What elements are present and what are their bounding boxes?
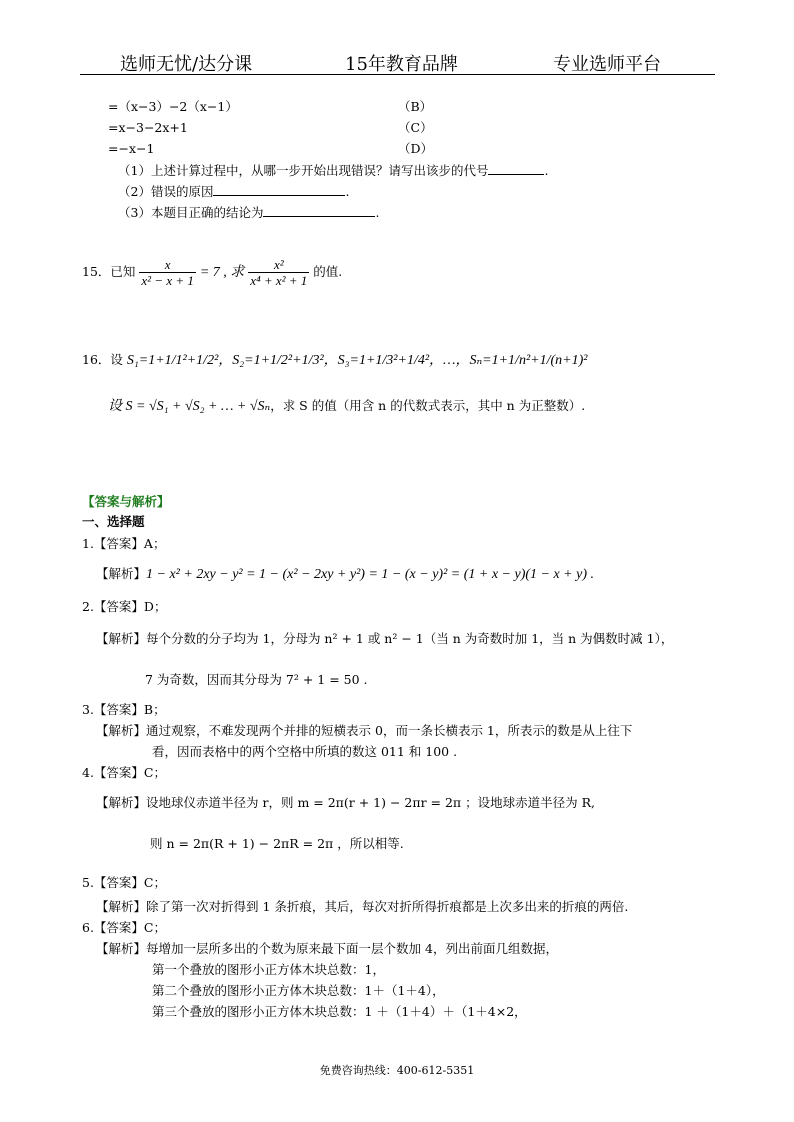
- analysis-2: 【解析】每个分数的分子均为 1，分母为 n² + 1 或 n² − 1（当 n 为奇数时加 1，当 n 为偶数时减 1），: [96, 631, 674, 646]
- header-rule: [80, 74, 715, 75]
- question-15: 15．已知 $\frac{x}{\text{x² − x + 1}}$ = 7 , 求 $\frac{\text{x²}}{\text{x⁴ + x² + 1}}$ 的值.: [82, 257, 343, 288]
- step-d-expr: =−x−1: [108, 141, 155, 156]
- analysis-6-line3: 第三个叠放的图形小正方体木块总数：1 ＋（1＋4）＋（1＋4×2，: [152, 1004, 527, 1019]
- step-c-tag: （C）: [398, 120, 433, 135]
- analysis-3-cont: 看，因而表格中的两个空格中所填的数这 011 和 100 .: [152, 744, 458, 759]
- q14-part2: （2）错误的原因 .: [118, 184, 350, 199]
- answer-4: 4.【答案】C；: [82, 765, 166, 780]
- answer-5: 5.【答案】C；: [82, 875, 166, 890]
- step-d-tag: （D）: [398, 141, 434, 156]
- footer-hotline: 免费咨询热线：400-612-5351: [319, 1064, 475, 1077]
- step-c-expr: =x−3−2x+1: [108, 120, 188, 135]
- q15-frac1: $\frac{x}{\text{x² − x + 1}}$: [141, 257, 194, 288]
- answer-2: 2.【答案】D；: [82, 599, 167, 614]
- answers-title: 【答案与解析】: [82, 494, 170, 509]
- header-brand: 选师无忧/达分课: [120, 54, 253, 75]
- answer-1: 1.【答案】A；: [82, 536, 166, 551]
- step-b-expr: =（x−3）−2（x−1）: [108, 99, 238, 114]
- question-16: 16．设 S₁=1+1/1²+1/2²，S₂=1+1/2²+1/3²，S₃=1+1/3²+1/4²，…，Sₙ=1+1/n²+1/(n+1)²: [82, 352, 588, 368]
- analysis-1: 【解析】1 − x² + 2xy − y² = 1 − (x² − 2xy + y²) = 1 − (x − y)² = (1 + x − y)(1 − x + y) .: [96, 566, 595, 582]
- analysis-3: 【解析】通过观察，不难发现两个并排的短横表示 0，而一条长横表示 1，所表示的数是从上往下: [96, 723, 633, 738]
- header-slogan: 15年教育品牌: [345, 54, 458, 75]
- analysis-6-line2: 第二个叠放的图形小正方体木块总数：1＋（1＋4），: [152, 983, 445, 998]
- q15-frac2: $\frac{\text{x²}}{\text{x⁴ + x² + 1}}$: [250, 257, 308, 288]
- q14-part1: （1）上述计算过程中，从哪一步开始出现错误？请写出该步的代号 .: [118, 163, 549, 178]
- analysis-2-cont: 7 为奇数，因而其分母为 7² + 1 = 50 .: [145, 672, 368, 687]
- analysis-4: 【解析】设地球仪赤道半径为 r，则 m = 2π(r + 1) − 2πr = 2π ；设地球赤道半径为 R,: [96, 795, 595, 810]
- analysis-4-cont: 则 n = 2π(R + 1) − 2πR = 2π ，所以相等.: [150, 836, 404, 851]
- q14-part3: （3）本题目正确的结论为 .: [118, 205, 380, 220]
- answer-6: 6.【答案】C；: [82, 920, 166, 935]
- analysis-6-line1: 第一个叠放的图形小正方体木块总数：1，: [152, 962, 385, 977]
- header-platform: 专业选师平台: [553, 54, 661, 75]
- section-heading: 一、选择题: [82, 514, 145, 529]
- analysis-6: 【解析】每增加一层所多出的个数为原来最下面一层个数加 4，列出前面几组数据，: [96, 941, 558, 956]
- step-b-tag: （B）: [398, 99, 433, 114]
- answer-3: 3.【答案】B；: [82, 702, 166, 717]
- question-16-sdef: 设 S = √S₁ + √S₂ + … + √Sₙ，求 S 的值（用含 n 的代数式表示，其中 n 为正整数）.: [108, 398, 586, 414]
- analysis-5: 【解析】除了第一次对折得到 1 条折痕，其后，每次对折所得折痕都是上次多出来的折痕的两倍.: [96, 899, 629, 914]
